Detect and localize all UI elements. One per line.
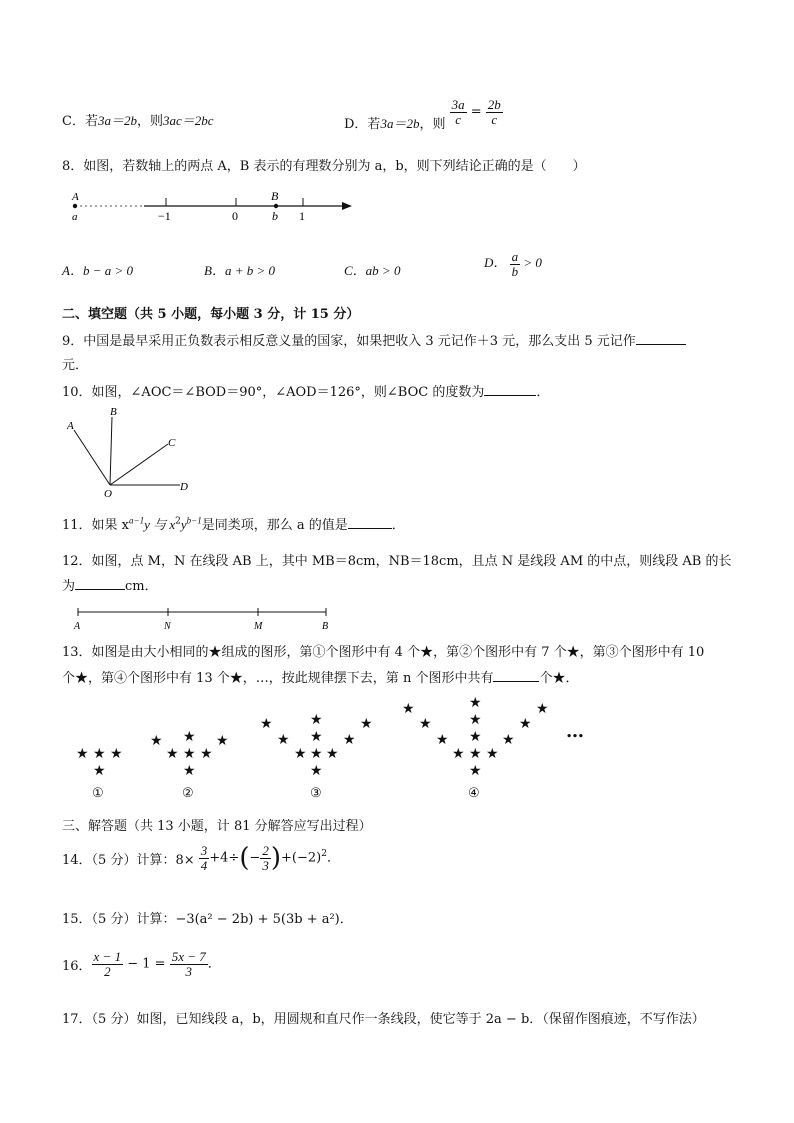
star-icon: ★ xyxy=(310,729,323,745)
q7-optc-label: C．若 xyxy=(62,114,98,129)
star-icon: ★ xyxy=(310,746,323,762)
q7-optc-res: 3ac＝2bc xyxy=(162,113,214,128)
q11-text-d: 是同类项，那么 a 的值是 xyxy=(201,518,348,533)
q14-lparen: ( xyxy=(239,843,250,873)
q14-fraction-2 xyxy=(260,844,271,872)
tick-minus1-label: −1 xyxy=(158,209,171,223)
tick-1-label: 1 xyxy=(299,209,305,223)
star-icon: ★ xyxy=(502,732,515,748)
frac-num: 3 xyxy=(200,842,208,858)
q14-fraction-1 xyxy=(199,844,210,872)
q12-text-a: 为 xyxy=(62,579,76,594)
q7-optd-label: D．若 xyxy=(344,116,381,132)
frac-den: b xyxy=(511,263,519,279)
q11-end: ． xyxy=(391,518,405,533)
frac-den: 3 xyxy=(262,857,269,873)
star-icon: ★ xyxy=(150,733,163,749)
frac-den: 3 xyxy=(185,963,192,979)
point-a-value: a xyxy=(72,211,78,223)
q7-optc-cond: 3a＝2b xyxy=(97,113,137,128)
axis-arrow xyxy=(342,202,352,210)
q10-angle-figure xyxy=(62,402,202,500)
star-icon: ★ xyxy=(469,712,482,728)
frac-num: 5x − 7 xyxy=(171,949,206,964)
ellipsis: … xyxy=(566,721,586,742)
q12-segment-figure xyxy=(70,604,340,632)
star-icon: ★ xyxy=(310,712,323,728)
q14-end: ． xyxy=(326,850,340,866)
q8-option-a: A．b − a > 0 xyxy=(62,263,133,278)
star-icon: ★ xyxy=(326,746,339,762)
star-icon: ★ xyxy=(469,695,482,711)
q12-text-b: cm． xyxy=(125,579,158,594)
q14-text-c: +(−2) xyxy=(281,850,322,866)
frac-num: a xyxy=(511,249,519,264)
tick-0-label: 0 xyxy=(232,209,238,223)
figure-3-label: ③ xyxy=(310,786,322,801)
q7-option-d xyxy=(344,97,503,132)
star-icon: ★ xyxy=(76,746,89,762)
q11-text-b: y 与 x xyxy=(144,517,176,532)
figure-2-label: ② xyxy=(182,786,194,801)
q10-text: 10．如图，∠AOC＝∠BOD＝90°，∠AOD＝126°，则∠BOC 的度数为 xyxy=(62,385,485,400)
q11-text-a: 11．如果 x xyxy=(62,518,130,533)
q8-option-d xyxy=(484,250,542,278)
star-icon: ★ xyxy=(294,746,307,762)
q12-blank[interactable] xyxy=(75,589,125,590)
q13-blank[interactable] xyxy=(493,681,539,682)
star-icon: ★ xyxy=(536,701,549,717)
q13-text-a: 个★，第④个图形中有 13 个★，…，按此规律摆下去，第 n 个图形中共有 xyxy=(62,671,494,686)
frac-num: 2 xyxy=(262,842,269,858)
q14-neg: − xyxy=(249,850,261,866)
star-icon: ★ xyxy=(200,746,213,762)
frac-den: c xyxy=(491,111,498,127)
q9-line2: 元． xyxy=(62,358,89,373)
point-a-label: A xyxy=(72,191,79,203)
star-icon: ★ xyxy=(277,732,290,748)
star-icon: ★ xyxy=(216,733,229,749)
q7-optd-eq: = xyxy=(470,104,482,120)
star-icon: ★ xyxy=(310,763,323,779)
label-a: A xyxy=(74,621,81,632)
frac-num: 3a xyxy=(451,97,465,112)
q14-line xyxy=(62,843,340,873)
star-icon: ★ xyxy=(93,746,106,762)
q14-text-a: 14．（5 分）计算：8× xyxy=(62,852,195,868)
figure-1-label: ① xyxy=(92,786,104,801)
frac-num: x − 1 xyxy=(93,949,122,964)
point-b-dot xyxy=(274,204,278,208)
point-a-dot xyxy=(73,204,77,208)
frac-den: 2 xyxy=(104,963,111,979)
label-b: B xyxy=(110,406,117,418)
label-a: A xyxy=(67,420,74,432)
q8-optd-fraction xyxy=(510,250,521,278)
q13-star-figures xyxy=(0,695,794,805)
label-c: C xyxy=(168,437,176,449)
star-icon: ★ xyxy=(452,746,465,762)
label-n: N xyxy=(164,621,171,632)
star-icon: ★ xyxy=(469,746,482,762)
q8-option-b: B．a + b > 0 xyxy=(204,263,275,278)
ray-oa xyxy=(74,430,110,485)
q7-optc-mid: ，则 xyxy=(136,114,163,129)
q7-optd-mid: ，则 xyxy=(419,116,446,132)
star-icon: ★ xyxy=(519,716,532,732)
q10-blank[interactable] xyxy=(484,395,536,396)
ray-oc xyxy=(110,444,168,485)
q7-optd-left-fraction xyxy=(450,98,467,126)
q7-option-c xyxy=(62,110,214,129)
q16-text-b: − 1 = xyxy=(127,956,166,972)
star-icon: ★ xyxy=(486,746,499,762)
q12-line2 xyxy=(62,575,158,594)
q14-rparen: ) xyxy=(270,843,282,873)
frac-num: 2b xyxy=(487,97,501,112)
q11-exp1: a−1 xyxy=(129,515,145,526)
q13-text-b: 个★． xyxy=(539,671,579,686)
star-icon: ★ xyxy=(166,746,179,762)
star-icon: ★ xyxy=(183,729,196,745)
q11-stem xyxy=(62,514,405,533)
q13-line1: 13．如图是由大小相同的★组成的图形，第①个图形中有 4 个★，第②个图形中有 7 个★，第③个图形中有 10 xyxy=(62,645,705,660)
q14-exp: 2 xyxy=(321,849,327,860)
q16-fraction-2 xyxy=(170,950,208,978)
q8-optd-tail: > 0 xyxy=(523,255,542,271)
star-icon: ★ xyxy=(110,746,123,762)
q11-text-c: y xyxy=(180,517,187,532)
star-icon: ★ xyxy=(183,746,196,762)
q7-optd-right-fraction xyxy=(486,98,503,126)
star-icon: ★ xyxy=(260,716,273,732)
q14-text-b: +4÷ xyxy=(209,850,240,866)
star-icon: ★ xyxy=(469,763,482,779)
q8-optd-label: D． xyxy=(484,255,507,271)
q16-end: ． xyxy=(207,956,221,972)
star-icon: ★ xyxy=(183,763,196,779)
q17-line: 17．（5 分）如图，已知线段 a，b，用圆规和直尺作一条线段，使它等于 2a − b．（保留作图痕迹，不写作法） xyxy=(62,1012,705,1027)
q11-blank[interactable] xyxy=(348,528,392,529)
q10-end: ． xyxy=(536,385,550,400)
q8-stem: 8．如图，若数轴上的两点 A，B 表示的有理数分别为 a，b，则下列结论正确的是（ ） xyxy=(62,159,586,174)
frac-den: c xyxy=(455,111,461,127)
point-b-label: B xyxy=(271,189,279,203)
point-b-value: b xyxy=(272,209,278,223)
q9-line1 xyxy=(62,330,686,349)
q7-optd-cond: 3a＝2b xyxy=(380,115,420,131)
q12-line1: 12．如图，点 M，N 在线段 AB 上，其中 MB＝8cm，NB＝18cm，且点 N 是线段 AM 的中点，则线段 AB 的长 xyxy=(62,554,732,569)
label-b: B xyxy=(322,621,329,632)
q11-exp3: b−1 xyxy=(186,515,202,526)
star-icon: ★ xyxy=(343,732,356,748)
figure-4-label: ④ xyxy=(468,786,480,801)
star-icon: ★ xyxy=(436,732,449,748)
star-icon: ★ xyxy=(469,729,482,745)
section-2-heading: 二、填空题（共 5 小题，每小题 3 分，计 15 分） xyxy=(62,307,360,322)
star-icon: ★ xyxy=(360,716,373,732)
q8-option-c: C．ab > 0 xyxy=(344,263,401,278)
star-icon: ★ xyxy=(93,763,106,779)
q9-blank[interactable] xyxy=(636,344,686,345)
star-icon: ★ xyxy=(402,701,415,717)
q8-number-line xyxy=(66,188,356,238)
q10-stem xyxy=(62,381,549,400)
label-o: O xyxy=(104,488,112,500)
q16-text-a: 16． xyxy=(62,958,92,974)
section-3-heading: 三、解答题（共 13 小题，计 81 分解答应写出过程） xyxy=(62,819,372,834)
label-d: D xyxy=(180,481,188,493)
frac-den: 4 xyxy=(200,857,208,873)
q16-line xyxy=(62,950,221,978)
q13-line2 xyxy=(62,667,578,686)
q16-fraction-1 xyxy=(92,950,124,978)
q11-exp2: 2 xyxy=(175,516,181,527)
ray-ob xyxy=(110,417,112,485)
q9-text: 9．中国是最早采用正负数表示相反意义量的国家，如果把收入 3 元记作＋3 元，那么支出 5 元记作 xyxy=(62,334,636,349)
label-m: M xyxy=(254,621,263,632)
q15-line: 15．（5 分）计算：−3(a² − 2b) + 5(3b + a²)． xyxy=(62,912,353,927)
star-icon: ★ xyxy=(419,716,432,732)
